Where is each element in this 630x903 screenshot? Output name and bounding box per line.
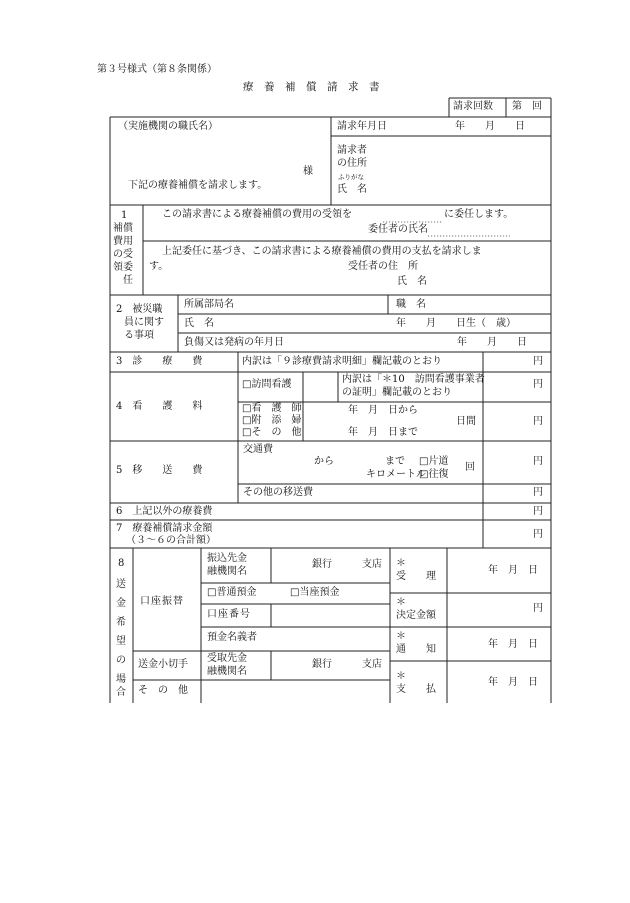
s3-label: 3 診 療 費 <box>116 356 203 367</box>
s1-vertical-0: 補償 <box>113 223 133 234</box>
s4-visit-detail-1: 内訳は「＊10 訪問看護事業者 <box>342 374 485 385</box>
s5-yen-1: 円 <box>533 456 543 467</box>
s7-label-1: 7 療養補償請求金額 <box>116 523 213 534</box>
s1-text-1: この請求書による療養補償の費用の受領を <box>162 209 352 220</box>
s1-vertical-1: 費用 <box>113 236 133 247</box>
claim-count-label: 請求回数 <box>453 101 493 112</box>
s4-yen-1: 円 <box>533 379 543 390</box>
claim-count-value[interactable]: 第 回 <box>512 101 542 112</box>
furigana-label: ふりがな <box>338 173 364 181</box>
s1-vertical-3: 領委 <box>113 262 133 273</box>
s5-times: 回 <box>465 462 475 473</box>
request-text: 下記の療養補償を請求します。 <box>128 180 268 191</box>
s2-label-2: 員に関す <box>124 317 164 328</box>
s1-delegatee-address: 受任者の住 所 <box>348 261 418 272</box>
claimant-label-2: の住所 <box>337 158 367 169</box>
r-pay-label: 支 払 <box>396 684 436 695</box>
r-pay-date[interactable]: 年 月 日 <box>488 677 538 688</box>
s4-attendant-option[interactable]: □附 添 婦 <box>242 415 302 426</box>
s2-injury-label: 負傷又は発病の年月日 <box>184 337 284 348</box>
s1-delegatee-name: 氏 名 <box>397 276 427 287</box>
s8-vertical-3: 望 <box>116 636 126 647</box>
s1-delegate-name: 委任者の氏名 <box>368 224 428 235</box>
s5-oneway-option[interactable]: □片道 <box>419 456 449 467</box>
s4-yen-2: 円 <box>533 416 543 427</box>
s8-bank-label-1: 振込先金 <box>207 553 247 564</box>
s2-name-label: 氏 名 <box>184 318 214 329</box>
s5-from: から <box>314 456 334 467</box>
s8-other-label: そ の 他 <box>138 685 188 696</box>
s8-recv-bank: 銀行 <box>312 659 332 670</box>
s8-number: 8 <box>118 558 125 569</box>
form-title: 療 養 補 償 請 求 書 <box>243 81 380 93</box>
s4-visit-nursing[interactable]: □訪問看護 <box>242 379 292 390</box>
s8-holder-label: 預金名義者 <box>207 632 257 643</box>
s1-text-2b: す。 <box>149 261 169 272</box>
s8-recv-label-1: 受取先金 <box>207 653 247 664</box>
s8-current-option[interactable]: □当座預金 <box>290 587 340 598</box>
s5-km: キロメートル <box>366 469 426 480</box>
s5-other-label: その他の移送費 <box>243 487 313 498</box>
s5-transport-label: 交通費 <box>243 444 273 455</box>
s5-label: 5 移 送 費 <box>116 465 203 476</box>
s8-vertical-5: 場 <box>116 674 126 685</box>
s4-nurse-option[interactable]: □看 護 師 <box>242 403 302 414</box>
s8-branch: 支店 <box>362 559 382 570</box>
claimant-label-1: 請求者 <box>337 145 367 156</box>
r-pay-star: ＊ <box>396 671 406 682</box>
s6-label: 6 上記以外の療養費 <box>116 506 213 517</box>
s5-yen-2: 円 <box>533 487 543 498</box>
s8-account-no-label: 口座番号 <box>207 609 251 620</box>
s1-vertical-4: 任 <box>123 275 133 286</box>
s8-vertical-2: 希 <box>116 617 126 628</box>
s2-label-1: 2 被災職 <box>116 304 163 315</box>
agency-label: （実施機関の職氏名） <box>118 121 218 132</box>
r-accept-date[interactable]: 年 月 日 <box>488 565 538 576</box>
r-decided-star: ＊ <box>396 597 406 608</box>
s5-round-option[interactable]: □往復 <box>419 469 449 480</box>
s1-vertical-2: の受 <box>113 249 133 260</box>
claim-date-label: 請求年月日 <box>337 121 387 132</box>
s4-days: 日間 <box>456 416 476 427</box>
s7-yen: 円 <box>533 529 543 540</box>
s8-recv-branch: 支店 <box>362 659 382 670</box>
r-notice-star: ＊ <box>396 631 406 642</box>
s1-text-2: 上記委任に基づき、この請求書による療養補償の費用の支払を請求しま <box>162 246 482 257</box>
s8-check-label: 送金小切手 <box>138 659 188 670</box>
form-id: 第３号様式（第８条関係） <box>97 64 217 75</box>
s2-injury-date[interactable]: 年 月 日 <box>457 337 527 348</box>
claim-date-value[interactable]: 年 月 日 <box>455 121 525 132</box>
r-accept-star: ＊ <box>396 558 406 569</box>
s7-label-2: （３～６の合計額） <box>126 535 216 546</box>
r-notice-label: 通 知 <box>396 644 436 655</box>
r-accept-label: 受 理 <box>396 571 436 582</box>
sama-label: 様 <box>303 166 313 177</box>
s2-label-3: る事項 <box>124 330 154 341</box>
s2-birth-value[interactable]: 年 月 日生（ 歳） <box>396 318 516 329</box>
s6-yen: 円 <box>533 506 543 517</box>
r-decided-label: 決定金額 <box>396 610 436 621</box>
s4-label: 4 看 護 料 <box>116 401 203 412</box>
s4-other-option[interactable]: □そ の 他 <box>242 427 302 438</box>
r-notice-date[interactable]: 年 月 日 <box>488 639 538 650</box>
s4-to-date[interactable]: 年 月 日まで <box>348 427 418 438</box>
s2-dept-label: 所属部局名 <box>184 299 234 310</box>
s3-yen: 円 <box>533 356 543 367</box>
s8-recv-label-2: 融機関名 <box>207 666 247 677</box>
s8-vertical-4: の <box>116 655 126 666</box>
s1-text-1b: に委任します。 <box>444 209 514 220</box>
s8-bank-label-2: 融機関名 <box>207 566 247 577</box>
s4-from-date[interactable]: 年 月 日から <box>348 405 418 416</box>
claimant-name-label: 氏 名 <box>337 184 367 195</box>
s8-vertical-1: 金 <box>116 598 126 609</box>
s2-job-label: 職 名 <box>396 299 426 310</box>
s5-to: まで <box>385 456 405 467</box>
s8-ordinary-option[interactable]: □普通預金 <box>207 587 257 598</box>
s1-number: 1 <box>121 210 128 221</box>
r-decided-yen: 円 <box>533 603 543 614</box>
s3-content: 内訳は「９診療費請求明細」欄記載のとおり <box>242 356 442 367</box>
s8-transfer-label: 口座振替 <box>140 596 184 607</box>
s8-vertical-0: 送 <box>116 579 126 590</box>
s8-vertical-6: 合 <box>116 687 126 698</box>
s4-visit-detail-2: の証明」欄記載のとおり <box>342 387 452 398</box>
s8-bank: 銀行 <box>312 559 332 570</box>
